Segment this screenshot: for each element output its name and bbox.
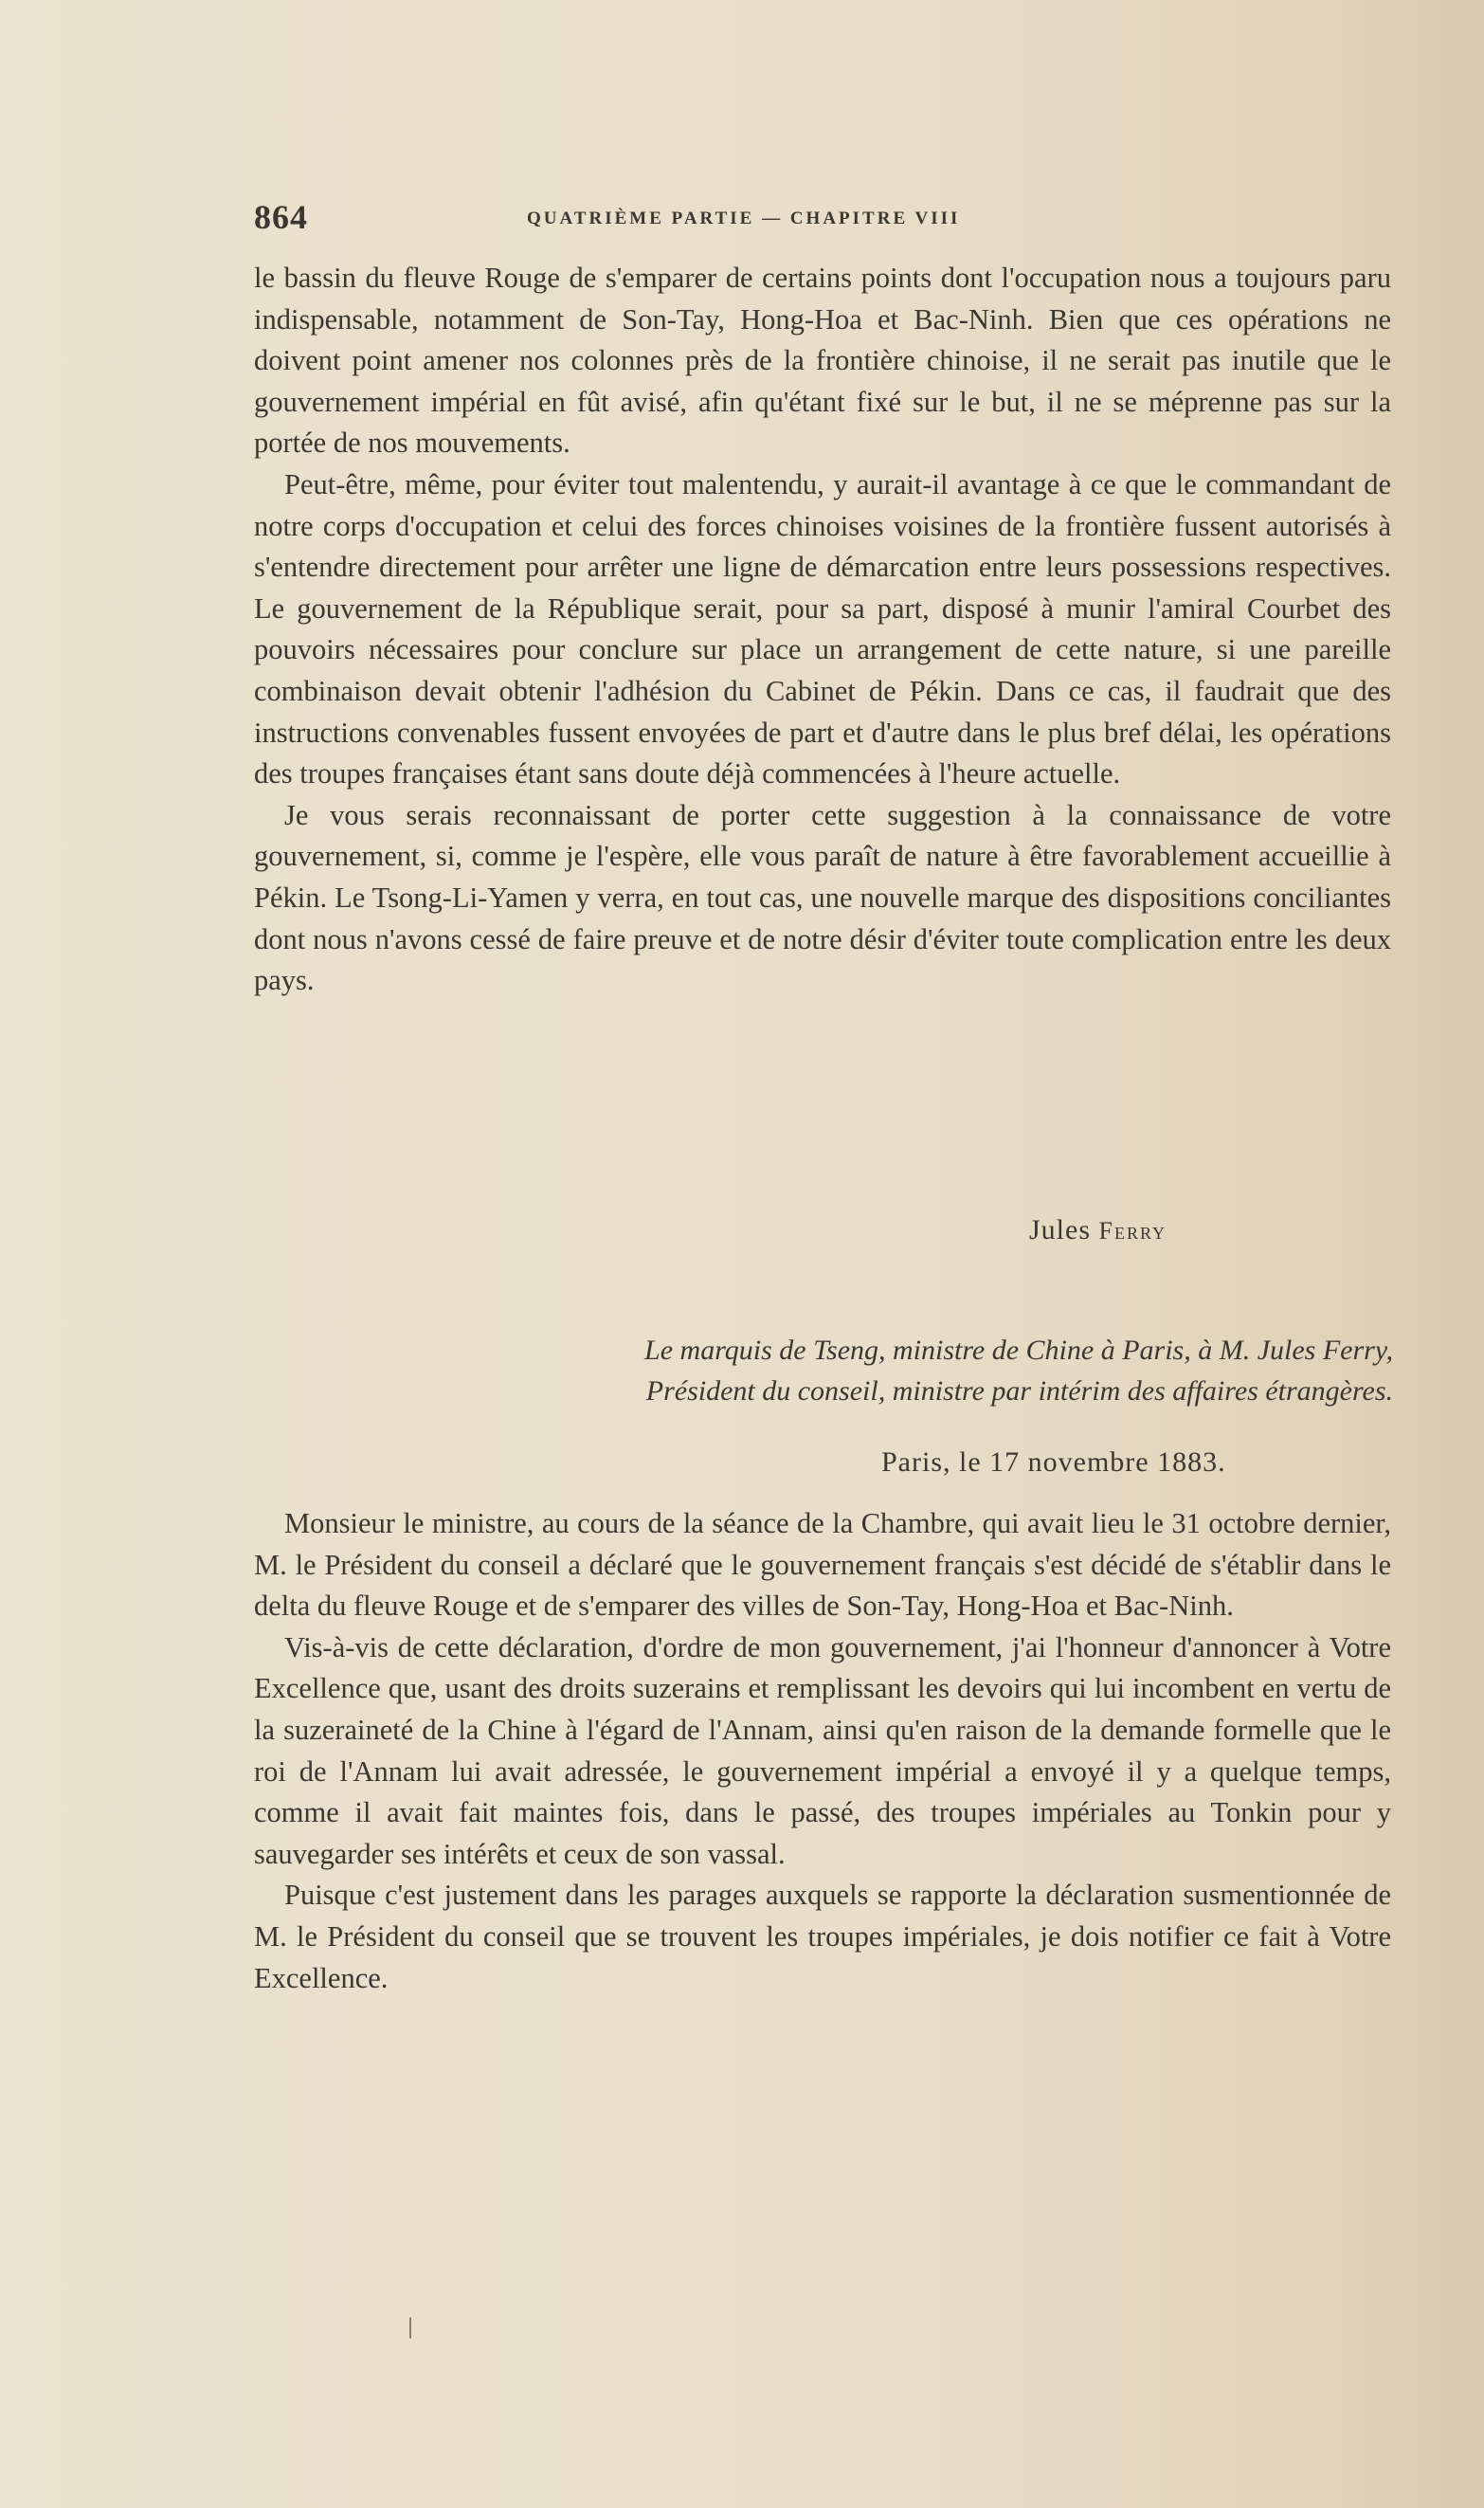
paragraph: Peut-être, même, pour éviter tout malentendu, y aurait-il avantage à ce que le commandant de notre corps d'occupation et celui des forces chinoises voisines de la frontière fussent autorisés à s'entendre directement pour arrêter une ligne de démarcation entre leurs possessions respectives. Le gouvernement de la République serait, pour sa part, disposé à munir l'amiral Courbet des pouvoirs nécessaires pour conclure sur place un arrangement de cette nature, si une pareille combinaison devait obtenir l'adhésion du Cabinet de Pékin. Dans ce cas, il faudrait que des instructions convenables fussent envoyées de part et d'autre dans le plus bref délai, les opérations des troupes françaises étant sans doute déjà commencées à l'heure actuelle.: [254, 467, 1391, 791]
paragraph: Vis-à-vis de cette déclaration, d'ordre de mon gouvernement, j'ai l'honneur d'annoncer à Votre Excellence que, usant des droits suzerains et remplissant les devoirs qui lui incombent en vertu de la suzeraineté de la Chine à l'égard de l'Annam, ainsi qu'en raison de la demande formelle que le roi de l'Annam lui avait adressée, le gouvernement impérial a envoyé il y a quelque temps, comme il avait fait maintes fois, dans le passé, des troupes impériales au Tonkin pour y sauvegarder ses intérêts et ceux de son vassal.: [254, 1630, 1391, 1870]
paragraph: Monsieur le ministre, au cours de la séance de la Chambre, qui avait lieu le 31 octobre dernier, M. le Président du conseil a déclaré que le gouvernement français s'est décidé de s'établir dans le delta du fleuve Rouge et de s'emparer des villes de Son-Tay, Hong-Hoa et Bac-Ninh.: [254, 1507, 1391, 1623]
page-number: 864: [254, 198, 308, 236]
letter-body: [254, 1503, 1391, 1999]
letter-body: [254, 258, 1391, 1002]
dateline: Paris, le 17 novembre 1883.: [881, 1446, 1226, 1478]
signature: [1029, 1214, 1167, 1246]
signature-first-name: Jules: [1029, 1214, 1091, 1245]
letter-heading-line: Président du conseil, ministre par intérim des affaires étrangères.: [645, 1375, 1393, 1407]
page-mark: [409, 2317, 411, 2338]
signature-last-name: Ferry: [1098, 1217, 1167, 1245]
paragraph: le bassin du fleuve Rouge de s'emparer de certains points dont l'occupation nous a toujours paru indispensable, notamment de Son-Tay, Hong-Hoa et Bac-Ninh. Bien que ces opérations ne doivent point amener nos colonnes près de la frontière chinoise, il ne serait pas inutile que le gouvernement impérial en fût avisé, afin qu'étant fixé sur le but, il ne se méprenne pas sur la portée de nos mouvements.: [254, 262, 1391, 460]
paragraph: Je vous serais reconnaissant de porter cette suggestion à la connaissance de votre gouvernement, si, comme je l'espère, elle vous paraît de nature à être favorablement accueillie à Pékin. Le Tsong-Li-Yamen y verra, en tout cas, une nouvelle marque des dispositions conciliantes dont nous n'avons cessé de faire preuve et de notre désir d'éviter toute complication entre les deux pays.: [254, 798, 1391, 997]
running-head: QUATRIÈME PARTIE — CHAPITRE VIII: [527, 209, 961, 228]
letter-heading-line: Le marquis de Tseng, ministre de Chine à Paris, à M. Jules Ferry,: [644, 1335, 1393, 1366]
paragraph: Puisque c'est justement dans les parages auxquels se rapporte la déclaration susmentionnée de M. le Président du conseil que se trouvent les troupes impériales, je dois notifier ce fait à Votre Excellence.: [254, 1879, 1391, 1994]
letter-heading: [313, 1330, 1393, 1411]
